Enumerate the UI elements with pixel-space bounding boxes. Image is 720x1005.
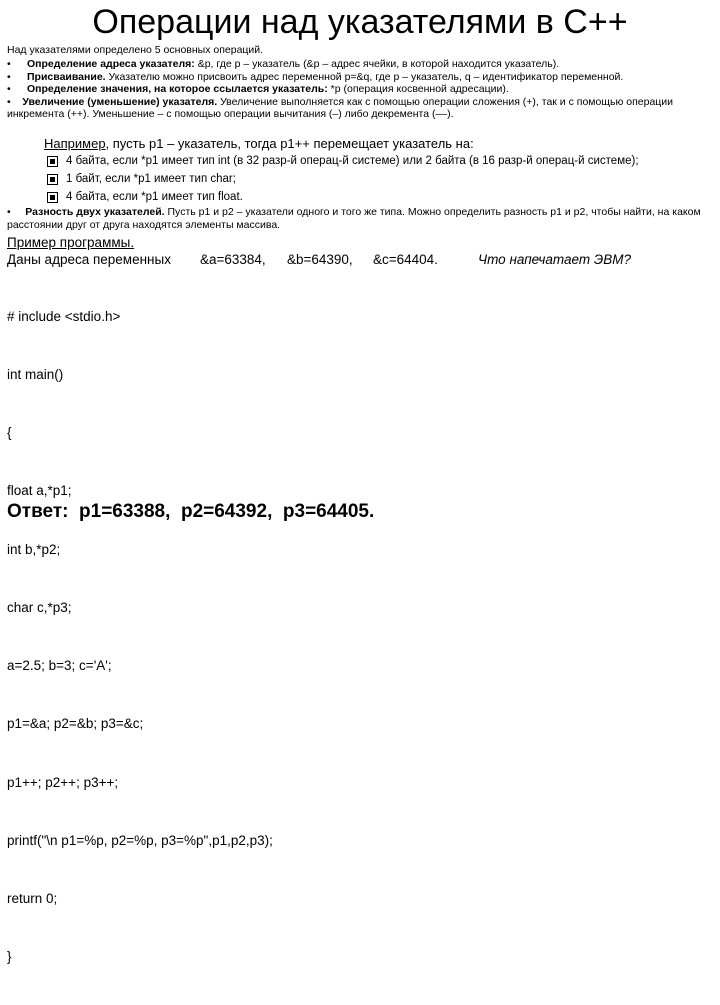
code-line: { [7, 425, 12, 441]
code-line: int b,*p2; [7, 541, 61, 557]
address-a: &a=63384, [200, 252, 266, 267]
bullet-icon: • [7, 58, 11, 70]
example-item-text: 4 байта, если *p1 имеет тип int (в 32 разр-й операц-й системе) или 2 байта (в 16 разр-й операц-й системе); [66, 155, 639, 167]
list-item [7, 83, 715, 96]
code-line: } [7, 949, 12, 965]
address-c: &c=64404. [373, 252, 438, 267]
operation-desc: Указателю можно присвоить адрес переменной p=&q, где p – указатель, q – идентификатор переменной. [105, 70, 624, 83]
list-item [7, 71, 715, 84]
checkbox-bullet-icon [47, 156, 58, 167]
address-label: Даны адреса переменных [7, 252, 171, 267]
example-item-text: 1 байт, если *p1 имеет тип char; [66, 173, 236, 185]
code-line: int main() [7, 367, 64, 383]
code-line: a=2.5; b=3; c='A'; [7, 658, 112, 674]
example-rest: , пусть p1 – указатель, тогда p1++ перемещает указатель на: [105, 136, 474, 151]
code-block [7, 268, 715, 1005]
example-lead: Например [44, 136, 106, 151]
list-item [7, 96, 715, 121]
bullet-icon: • [7, 95, 23, 108]
code-line: char c,*p3; [7, 599, 72, 615]
operation-name: Присваивание. [27, 70, 106, 83]
difference-name: Разность двух указателей. [25, 206, 165, 218]
checkbox-bullet-icon [47, 174, 58, 185]
example-heading [44, 136, 714, 152]
operations-list [7, 58, 715, 121]
list-item [44, 170, 714, 188]
checkbox-bullet-icon [47, 192, 58, 203]
operation-desc: *p (операция косвенной адресации). [327, 83, 509, 95]
code-line: p1++; p2++; p3++; [7, 774, 119, 790]
address-line [7, 252, 715, 268]
code-line: # include <stdio.h> [7, 308, 121, 324]
bullet-icon: • [7, 206, 26, 218]
list-item [44, 188, 714, 206]
code-line: float a,*p1; [7, 483, 72, 499]
intro-text: Над указателями определено 5 основных операций. [7, 44, 264, 56]
list-item [44, 152, 714, 170]
difference-desc: Пусть p1 и p2 – указатели одного и того же типа. Можно определить разность p1 и p2, чтобы найти, на каком расстоянии друг от друга находятся элементы массива. [7, 206, 701, 231]
program-heading: Пример программы. [7, 235, 135, 250]
operation-name: Определение значения, на которое ссылается указатель: [27, 83, 328, 95]
operation-desc: Увеличение выполняется как с помощью операции сложения (+), так и с помощью операции инкремента (++). Уменьшение – с помощью операции вычитания (–) либо декремента (––). [7, 95, 674, 120]
answer-text: Ответ: p1=63388, p2=64392, p3=64405. [7, 501, 375, 522]
operation-name: Увеличение (уменьшение) указателя. [22, 95, 218, 108]
code-line: p1=&a; p2=&b; p3=&c; [7, 716, 144, 732]
bullet-icon: • [7, 70, 11, 83]
list-item [7, 58, 715, 71]
example-item-text: 4 байта, если *p1 имеет тип float. [66, 191, 243, 203]
address-b: &b=64390, [287, 252, 353, 267]
operation-desc: &p, где p – указатель (&p – адрес ячейки, в которой находится указатель). [194, 58, 560, 70]
example-list [44, 152, 714, 206]
difference-item [7, 206, 715, 231]
code-line: printf("\n p1=%p, p2=%p, p3=%p",p1,p2,p3); [7, 832, 273, 848]
code-line: return 0; [7, 891, 58, 906]
bullet-icon: • [7, 83, 11, 95]
operation-name: Определение адреса указателя: [27, 58, 195, 70]
slide-title: Операции над указателями в С++ [92, 3, 628, 41]
question-text: Что напечатает ЭВМ? [478, 252, 631, 267]
